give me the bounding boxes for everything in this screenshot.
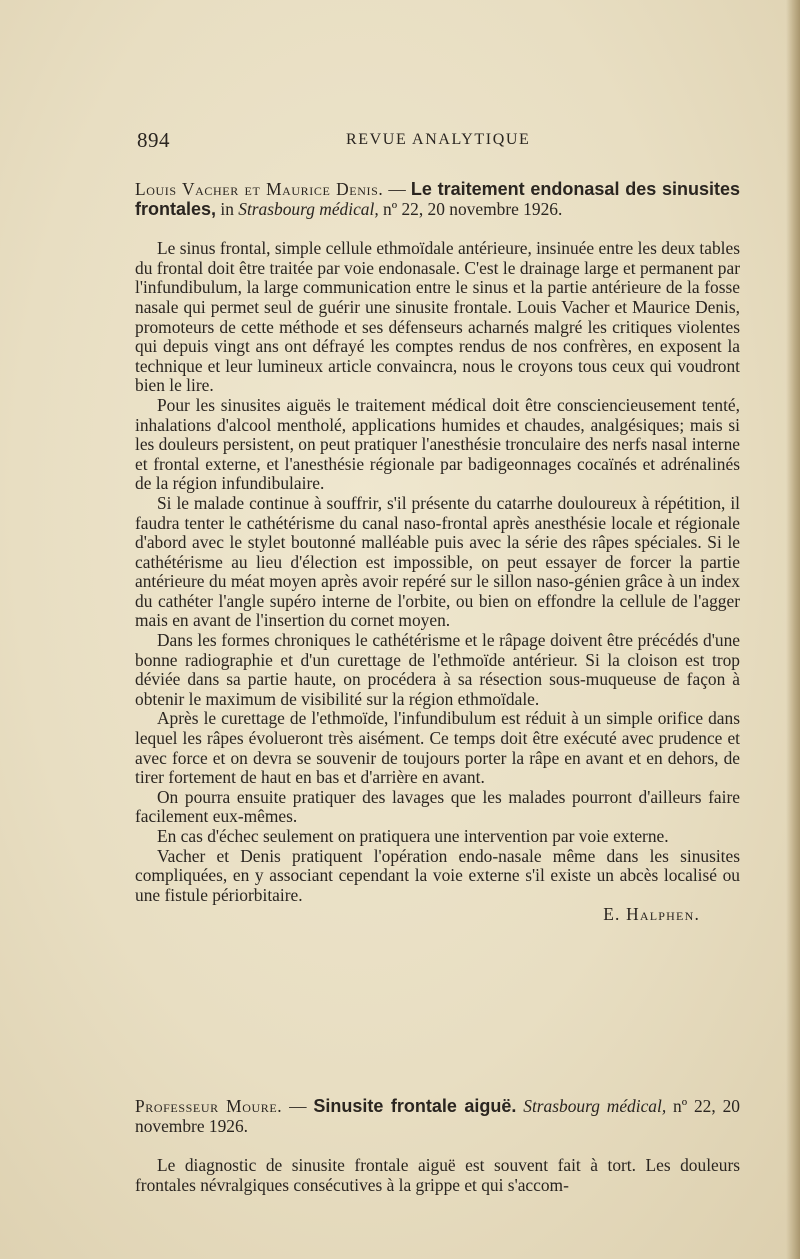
citation-issue: nº 22, 20 novembre 1926. — [378, 198, 563, 219]
body-paragraph: Vacher et Denis pratiquent l'opération endo-nasale même dans les sinusites compliquées, en y associant cependant la voie externe s'il existe un abcès localisé ou une fistule périorbitaire. — [135, 845, 740, 905]
reviewer-name: E. Halphen. — [603, 904, 700, 925]
page-edge-shadow — [786, 0, 800, 1259]
citation-dash: — — [282, 1096, 314, 1116]
page-header — [137, 128, 737, 156]
body-paragraph: Dans les formes chroniques le cathétérisme et le râpage doivent être précédés d'une bonne radiographie et d'un curettage de l'ethmoïde antérieur. Si la cloison est trop déviée dans sa partie haute, on procédera à sa résection sous-muqueuse de façon à obtenir le maximum de visibilité sur la région ethmoïdale. — [135, 630, 740, 709]
body-paragraph: Pour les sinusites aiguës le traitement médical doit être consciencieusement tenté, inhalations d'alcool mentholé, applications humides et chaudes, analgésiques; mais si les douleurs persistent, on peut pratiquer l'anesthésie tronculaire des nerfs nasal interne et frontal externe, et l'anesthésie régionale par badigeonnages cocaïnés et adrénalinés de la région infundibulaire. — [135, 394, 740, 494]
article-authors-prefix — [135, 1096, 282, 1116]
running-title: REVUE ANALYTIQUE — [346, 131, 531, 148]
article-citation — [135, 180, 740, 219]
journal-name: Strasbourg médical, — [238, 198, 379, 219]
article-title: Sinusite frontale aiguë. — [313, 1096, 517, 1116]
journal-name: Strasbourg médical, — [516, 1096, 667, 1116]
body-paragraph: En cas d'échec seulement on pratiquera une intervention par voie externe. — [157, 826, 669, 846]
body-paragraph: Si le malade continue à souffrir, s'il présente du catarrhe douloureux à répétition, il faudra tenter le cathétérisme du canal naso-frontal après anesthésie locale et régionale d'abord avec le stylet boutonné malléable puis avec la série des râpes spéciales. Si le cathétérisme au lieu d'élection est impossible, on peut essayer de forcer la partie antérieure du méat moyen après avoir repéré sur le sillon naso-génien grâce à un index du cathéter l'angle supéro interne de l'orbite, ou bien on effondre la cellule de l'agger mais en avant de l'insertion du cornet moyen. — [135, 492, 740, 631]
reviewer-signature — [135, 905, 740, 925]
article-authors: Professeur Moure. — [135, 1096, 283, 1116]
article-vacher-denis — [135, 180, 740, 925]
body-paragraph: On pourra ensuite pratiquer des lavages que les malades pourront d'ailleurs faire facilement eux-mêmes. — [135, 786, 740, 827]
article-moure — [135, 1097, 740, 1195]
article-authors: Louis Vacher et Maurice Denis. — [135, 179, 384, 199]
citation-in: in — [216, 198, 239, 219]
article-title: Le traitement endonasal des sinusites frontales, — [135, 179, 740, 219]
citation-issue: nº 22, 20 novembre 1926. — [135, 1096, 740, 1136]
body-paragraph: Le diagnostic de sinusite frontale aiguë est souvent fait à tort. Les douleurs frontales névralgiques consécutives à la grippe et qui s'accom- — [135, 1155, 740, 1195]
citation-dash: — — [383, 179, 411, 199]
body-paragraph: Après le curettage de l'ethmoïde, l'infundibulum est réduit à un simple orifice dans lequel les râpes évolueront très aisément. Ce temps doit être exécuté avec prudence et avec force et on devra se souvenir de toujours porter la râpe en avant et en dehors, de tirer fortement de haut en bas et d'arrière en avant. — [135, 708, 740, 788]
page-number: 894 — [137, 128, 170, 152]
body-paragraph: Le sinus frontal, simple cellule ethmoïdale antérieure, insinuée entre les deux tables du frontal doit être traitée par voie endonasale. C'est le drainage large et permanent par l'infundibulum, la large communication entre le sinus et la partie antérieure de la fosse nasale qui permet seul de guérir une sinusite frontale. Louis Vacher et Maurice Denis, promoteurs de cette méthode et ses défenseurs acharnés malgré les critiques violentes qui depuis vingt ans ont défrayé les comptes rendus de nos confrères, en exposent la technique et leur lumineux article convaincra, nous le croyons tous ceux qui voudront bien le lire. — [135, 238, 740, 396]
article-citation — [135, 1097, 740, 1136]
